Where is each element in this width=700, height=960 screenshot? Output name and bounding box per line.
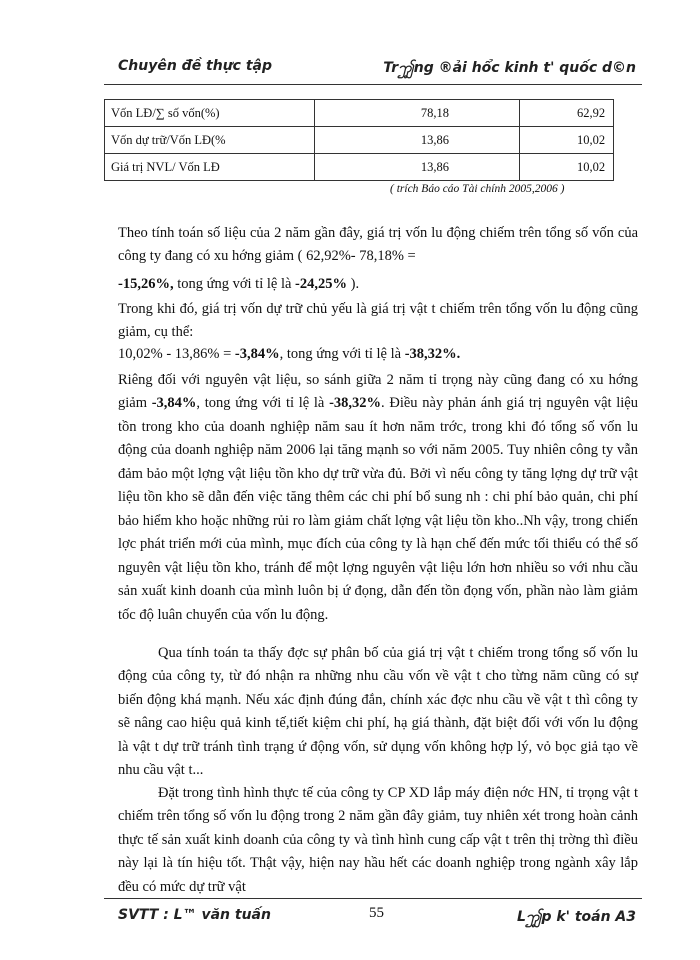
bold-value: -38,32%: [329, 395, 382, 411]
table-cell-2006: 10,02: [520, 154, 614, 181]
footer-author: SVTT : L™ văn tuấn: [118, 907, 271, 923]
footer-class: Lꩶp k' toán A3: [516, 909, 636, 925]
paragraph-4: [118, 343, 638, 367]
table-row: [105, 154, 614, 181]
paragraph-1: Theo tính toán số liệu của 2 năm gần đây, giá trị vốn lu động chiếm trên tổng số vốn của công ty đang có xu hớng giảm ( 62,92%- 78,18% =: [118, 224, 638, 264]
text-span: tong ứng với tỉ lệ là: [173, 275, 296, 292]
bold-value: -3,84%: [151, 395, 197, 411]
paragraph-7: Đặt trong tình hình thực tế của công ty CP XD lắp máy điện nớc HN, tỉ trọng vật t chiếm trên tổng số vốn lu động trong 2 năm gần đây giảm, tuy nhiên xét trong hoàn cảnh thực tế sản xuất kinh doanh của công ty và tình hình cung cấp vật t trên thị trờng thì điều này lại là tín hiệu tốt. Thật vậy, hiện nay hầu hết các doanh nghiệp trong ngành xây lắp đều có mức dự trữ vật: [118, 784, 638, 895]
paragraph-3: Trong khi đó, giá trị vốn dự trữ chủ yếu là giá trị vật t chiếm trên tổng vốn lu động cũng giảm, cụ thể:: [118, 300, 638, 340]
table-row: [105, 127, 614, 154]
bold-value: -38,32%.: [404, 345, 461, 362]
table-row: [105, 100, 614, 127]
paragraph-2: [118, 273, 638, 297]
bold-value: -15,26%,: [118, 275, 174, 292]
table-cell-2006: 10,02: [520, 127, 614, 154]
table-cell-label: Giá trị NVL/ Vốn LĐ: [105, 154, 315, 181]
table-cell-2005: 13,86: [315, 127, 520, 154]
text-span: Riêng đối với nguyên vật liệu, so sánh giữa 2 năm tỉ trọng này cũng đang có xu hớng giảm: [118, 371, 638, 411]
text-span: , tong ứng với tỉ lệ là: [196, 395, 330, 411]
bold-value: -3,84%: [234, 345, 280, 362]
bold-value: -24,25%: [295, 275, 348, 292]
text-span: ).: [347, 275, 360, 292]
table-cell-label: Vốn LĐ/∑ số vốn(%): [105, 100, 315, 127]
header-divider: [104, 84, 642, 85]
header-title-right: Trꩶng ®ải hổc kinh t' quốc d©n: [383, 60, 636, 76]
paragraph-6: Qua tính toán ta thấy đợc sự phân bố của giá trị vật t chiếm trong tổng số vốn lu động của công ty, từ đó nhận ra những nhu cầu vốn về vật t cho từng năm cũng có sự biến động khá mạnh. Nếu xác định đúng đắn, chính xác đợc nhu cầu về vật t thì công ty sẽ nâng cao hiệu quả kinh tế,tiết kiệm chi phí, hạ giá thành, đặt biệt đối với vốn lu động là vật t dự trữ tránh tình trạng ứ động vốn, sử dụng vốn không hợp lý, vỏ bọc giả tạo về nhu cầu vật t...: [118, 644, 638, 778]
financial-ratio-table: [104, 99, 614, 181]
footer-divider: [104, 898, 642, 899]
table-cell-2006: 62,92: [520, 100, 614, 127]
header-title-left: Chuyên đề thực tập: [118, 58, 273, 74]
table-cell-2005: 13,86: [315, 154, 520, 181]
source-note: ( trích Báo cáo Tài chính 2005,2006 ): [390, 183, 565, 195]
page-number: 55: [369, 905, 384, 921]
table-cell-label: Vốn dự trữ/Vốn LĐ(%: [105, 127, 315, 154]
text-span: 10,02% - 13,86% =: [118, 345, 235, 362]
text-span: . Điều này phản ánh giá trị nguyên vật liệu tồn trong kho của doanh nghiệp năm sau ít hơn năm trớc, trong khi đó tổng số vốn lu động của doanh nghiệp năm 2006 lại tăng mạnh so với năm 2005. Tuy nhiên công ty vẫn đảm bảo một lợng vật liệu tồn kho dự trữ vừa đủ. Bởi vì nếu công ty tăng lợng dự trữ vật liệu tồn kho sẽ dẫn đến việc tăng thêm các chi phí bổ sung nh : chi phí bảo quản, chi phí bảo hiểm kho hoặc những rủi ro làm giảm chất lợng vật liệu tồn kho..Nh vậy, trong chiến lợc phát triển mới của mình, mục đích của công ty là hạn chế đến mức tối thiểu có thể số nguyên vật liệu tồn kho, tránh để một lợng nguyên vật liệu lớn hơn nhiều so với nhu cầu sản xuất kinh doanh của mình luôn bị ứ đọng, dẫn đến tồn đọng vốn, phần nào làm giảm tốc độ luân chuyển của vốn lu động.: [118, 395, 638, 623]
table-cell-2005: 78,18: [315, 100, 520, 127]
paragraph-5: [118, 369, 638, 628]
text-span: , tong ứng với tỉ lệ là: [279, 345, 405, 362]
